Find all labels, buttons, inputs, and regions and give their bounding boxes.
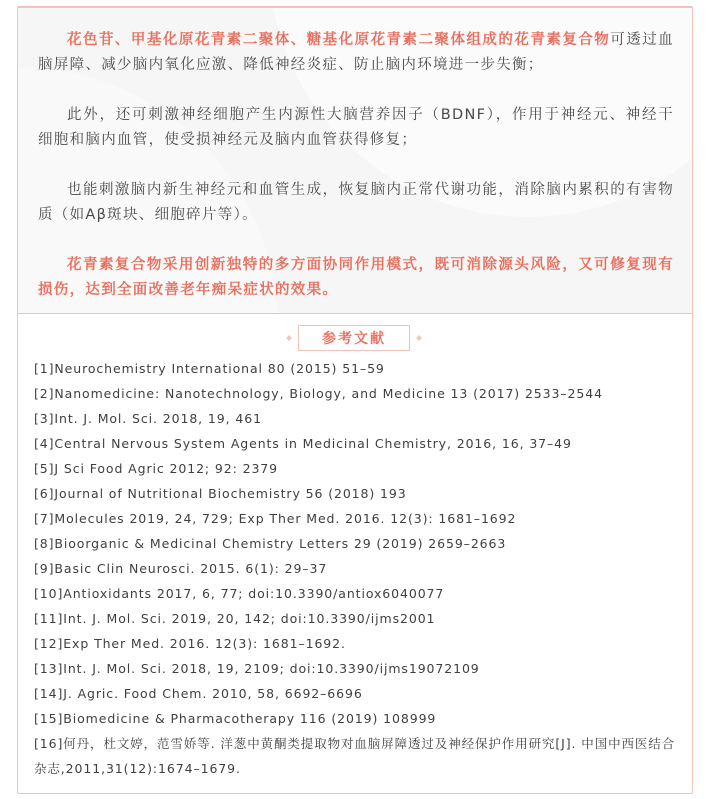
reference-list xyxy=(34,356,680,781)
reference-item: [6]Journal of Nutritional Biochemistry 56 (2018) 193 xyxy=(34,486,407,501)
highlight-complex-name: 花色苷、甲基化原花青素二聚体、糖基化原花青素二聚体组成的花青素复合物 xyxy=(67,32,611,48)
paragraph-text: 可透过血脑屏障、减少脑内氧化应激、降低神经炎症、防止脑内环境进一步失衡； xyxy=(38,32,674,73)
reference-item: [14]J. Agric. Food Chem. 2010, 58, 6692–6696 xyxy=(34,686,363,701)
reference-item: [9]Basic Clin Neurosci. 2015. 6(1): 29–37 xyxy=(34,561,328,576)
reference-item: [1]Neurochemistry International 80 (2015) 51–59 xyxy=(34,361,385,376)
references-heading-label: 参考文献 xyxy=(322,331,386,347)
reference-item: [8]Bioorganic & Medicinal Chemistry Letters 29 (2019) 2659–2663 xyxy=(34,536,507,551)
reference-item: [4]Central Nervous System Agents in Medicinal Chemistry, 2016, 16, 37–49 xyxy=(34,436,572,451)
paragraph-summary: 花青素复合物采用创新独特的多方面协同作用模式，既可消除源头风险，又可修复现有损伤，达到全面改善老年痴呆症状的效果。 xyxy=(38,257,674,298)
reference-item: [11]Int. J. Mol. Sci. 2019, 20, 142; doi:10.3390/ijms2001 xyxy=(34,611,436,626)
references-heading xyxy=(298,325,410,351)
paragraph-anthocyanin-complex xyxy=(38,28,674,78)
reference-item: [12]Exp Ther Med. 2016. 12(3): 1681–1692. xyxy=(34,636,346,651)
reference-item: [2]Nanomedicine: Nanotechnology, Biology, and Medicine 13 (2017) 2533–2544 xyxy=(34,386,603,401)
reference-item: [15]Biomedicine & Pharmacotherapy 116 (2019) 108999 xyxy=(34,711,437,726)
reference-item: [3]Int. J. Mol. Sci. 2018, 19, 461 xyxy=(34,411,262,426)
section-divider xyxy=(18,313,692,314)
reference-item: [13]Int. J. Mol. Sci. 2018, 19, 2109; doi:10.3390/ijms19072109 xyxy=(34,661,480,676)
reference-item: [10]Antioxidants 2017, 6, 77; doi:10.3390/antiox6040077 xyxy=(34,586,445,601)
reference-item: [5]J Sci Food Agric 2012; 92: 2379 xyxy=(34,461,279,476)
paragraph-neurogenesis: 也能刺激脑内新生神经元和血管生成，恢复脑内正常代谢功能，消除脑内累积的有害物质（如Aβ斑块、细胞碎片等）。 xyxy=(38,182,674,223)
reference-item: [16]何丹，杜文婷，范雪娇等. 洋葱中黄酮类提取物对血脑屏障透过及神经保护作用研究[J]. 中国中西医结合杂志,2011,31(12):1674–1679. xyxy=(34,736,676,776)
reference-item: [7]Molecules 2019, 24, 729; Exp Ther Med. 2016. 12(3): 1681–1692 xyxy=(34,511,517,526)
paragraph-bdnf: 此外，还可刺激神经细胞产生内源性大脑营养因子（BDNF），作用于神经元、神经干细胞和脑内血管，使受损神经元及脑内血管获得修复； xyxy=(38,107,674,148)
